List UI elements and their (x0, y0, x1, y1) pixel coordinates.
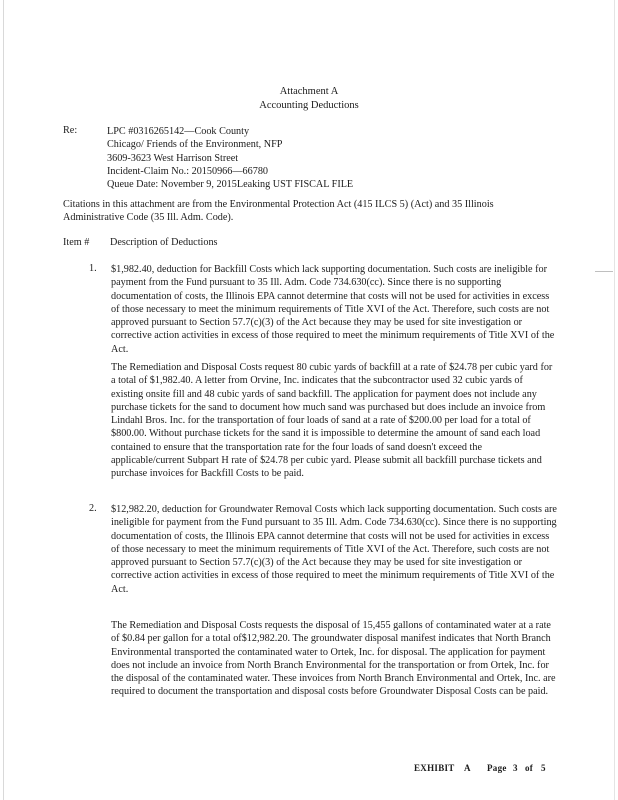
item-2-paragraph-1: $12,982.20, deduction for Groundwater Removal Costs which lack supporting documentation. Such costs are ineligible for payment from the Fund pursuant to 35 Ill. Adm. Code 734.630(cc). Since there is no supporting documentation of costs, the Illinois EPA cannot determine that costs will not be used for activities in excess of those necessary to meet the minimum requirements of Title XVI of the Act. Therefore, such costs are not approved pursuant to Section 57.7(c)(3) of the Act because they may be used for site investigation or corrective action activities in excess of those required to meet the minimum requirements of Title XVI of the Act. (111, 504, 557, 595)
item-1-number: 1. (89, 263, 97, 274)
item-number-header: Item # (63, 237, 90, 248)
item-2-number: 2. (89, 503, 97, 514)
item-description-header: Description of Deductions (110, 237, 218, 248)
footer-page-number: 3 (513, 763, 518, 773)
items-header (63, 237, 218, 248)
citation-paragraph: Citations in this attachment are from the Environmental Protection Act (415 ILCS 5) (Act) and 35 Illinois Administrative Code (35 Ill. Adm. Code). (63, 199, 494, 224)
re-line-incident: Incident-Claim No.: 20150966—66780 (107, 165, 269, 177)
item-1-paragraph-1: $1,982.40, deduction for Backfill Costs which lack supporting documentation. Such costs are ineligible for payment from the Fund pursuant to 35 Ill. Adm. Code 734.630(cc). Since there is no supporting documentation of costs, the Illinois EPA cannot determine that costs will not be used for activities in excess of those necessary to meet the minimum requirements of Title XVI of the Act. Therefore, such costs are not approved pursuant to Section 57.7(c)(3) of the Act because they may be used for site investigation or corrective action activities in excess of those required to meet the minimum requirements of Title XVI of the Act. (111, 264, 555, 355)
margin-mark (595, 271, 613, 272)
footer-exhibit-label: EXHIBIT (414, 763, 455, 773)
footer-exhibit-letter: A (464, 763, 471, 773)
item-1-paragraph-2: The Remediation and Disposal Costs request 80 cubic yards of backfill at a rate of $24.78 per cubic yard for a total of $1,982.40. A letter from Orvine, Inc. indicates that the subcontractor used 32 cubic yards of existing onsite fill and 48 cubic yards of sand backfill. The application for payment does not include any purchase tickets for the sand to document how much sand was purchased but does include an invoice from Lindahl Bros. Inc. for the transportation of four loads of sand at a rate of $200.00 per load for a total of $800.00. Without purchase tickets for the sand it is impossible to determine the amount of sand each load contained to ensure that the transportation rate for the four loads of sand doesn't exceed the applicable/current Subpart H rate of $24.78 per cubic yard. Please submit all backfill purchase tickets and purchase invoices for Backfill Costs to be paid. (111, 362, 553, 480)
re-label: Re: (63, 125, 78, 136)
re-line-lpc: LPC #0316265142—Cook County (107, 126, 250, 137)
footer-of-label: of (525, 763, 534, 773)
document-title: Attachment A (279, 86, 339, 97)
footer-page-label: Page (487, 763, 507, 773)
footer-page-total: 5 (541, 763, 546, 773)
re-line-queue-date: Queue Date: November 9, 2015Leaking UST FISCAL FILE (107, 179, 354, 191)
re-line-site-name: Chicago/ Friends of the Environment, NFP (107, 139, 283, 151)
re-block (107, 125, 353, 191)
document-subtitle: Accounting Deductions (259, 100, 359, 111)
item-2-paragraph-2: The Remediation and Disposal Costs requests the disposal of 15,455 gallons of contaminated water at a rate of $0.84 per gallon for a total of$12,982.20. The groundwater disposal manifest indicates that North Branch Environmental transported the contaminated water to Ortek, Inc. for disposal. The application for payment does not include an invoice from North Branch Environmental for the transportation or from Ortek, Inc. for the disposal of the contaminated water. These invoices from North Branch Environmental and Ortek, Inc. are required to document the transportation and disposal costs before Groundwater Disposal Costs can be paid. (111, 620, 556, 698)
re-line-address: 3609-3623 West Harrison Street (107, 152, 239, 164)
